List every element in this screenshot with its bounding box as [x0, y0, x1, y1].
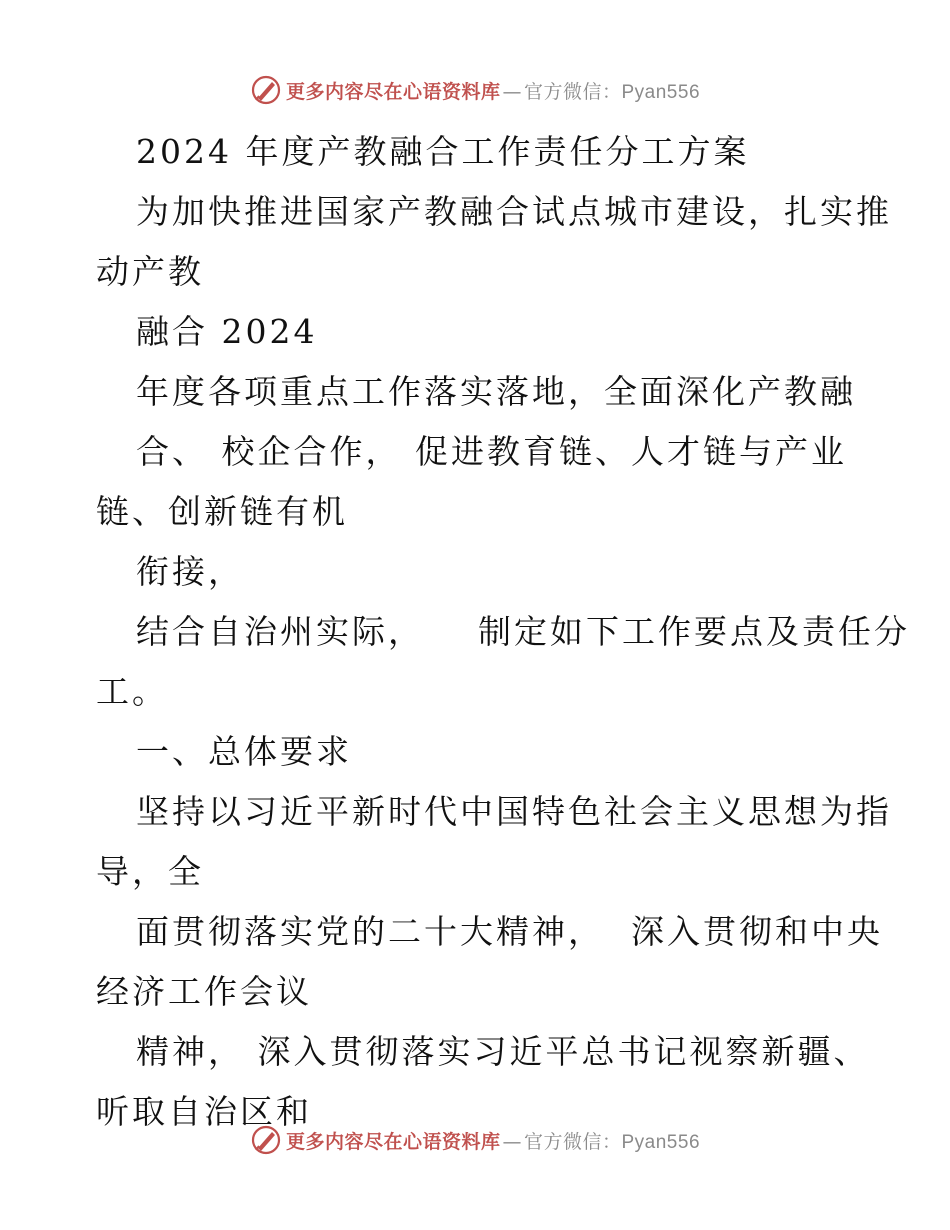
watermark-separator: —	[502, 1130, 522, 1153]
watermark-separator: —	[502, 80, 522, 103]
document-line: 导，全	[96, 852, 204, 891]
watermark-main-text: 更多内容尽在心语资料库	[285, 1130, 501, 1153]
header-watermark-banner	[0, 70, 950, 110]
document-line: 链、创新链有机	[96, 492, 348, 531]
document-line: 经济工作会议	[96, 972, 312, 1011]
quill-logo-icon	[250, 74, 282, 106]
footer-watermark-banner	[0, 1120, 950, 1160]
watermark-main-text: 更多内容尽在心语资料库	[285, 80, 501, 103]
section-heading: 一、总体要求	[136, 732, 352, 771]
quill-logo-icon	[250, 1124, 282, 1156]
document-line: 工。	[96, 672, 168, 711]
document-line: 合、 校企合作， 促进教育链、人才链与产业	[136, 432, 847, 471]
watermark-text	[286, 1127, 700, 1154]
document-line: 年度各项重点工作落实落地，全面深化产教融	[136, 372, 856, 411]
document-line: 为加快推进国家产教融合试点城市建设，扎实推	[136, 192, 892, 231]
document-line: 融合 2024	[136, 312, 318, 351]
document-line: 动产教	[96, 252, 204, 291]
watermark-contact-text: 官方微信：Pyan556	[524, 1131, 701, 1153]
document-line: 结合自治州实际， 制定如下工作要点及责任分	[136, 612, 910, 651]
document-line: 衔接，	[136, 552, 244, 591]
document-line: 精神， 深入贯彻落实习近平总书记视察新疆、	[136, 1032, 870, 1071]
document-body	[96, 122, 910, 1142]
document-line: 坚持以习近平新时代中国特色社会主义思想为指	[136, 792, 892, 831]
document-line: 听取自治区和	[96, 1092, 312, 1131]
document-line: 面贯彻落实党的二十大精神， 深入贯彻和中央	[136, 912, 883, 951]
watermark-text	[286, 77, 700, 104]
watermark-contact-text: 官方微信：Pyan556	[524, 81, 701, 103]
document-line: 2024 年度产教融合工作责任分工方案	[136, 132, 750, 171]
